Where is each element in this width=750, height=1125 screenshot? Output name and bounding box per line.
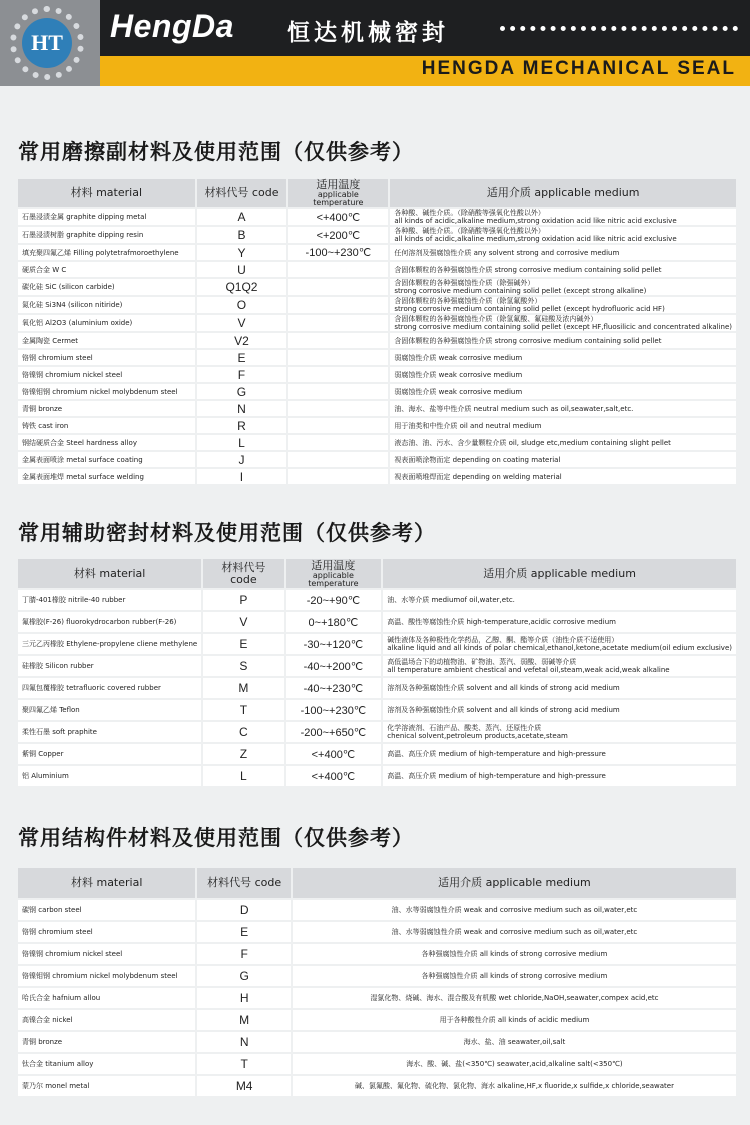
temperature-cell: [288, 384, 388, 399]
code-cell: N: [197, 1032, 291, 1052]
material-cell: 石墨浸渍金属 graphite dipping metal: [18, 209, 195, 225]
medium-cell: [390, 209, 736, 225]
material-cell: 铬钢 chromium steel: [18, 350, 195, 365]
table-row: [18, 966, 736, 986]
col-temperature: 适用温度 applicable temperature: [286, 559, 382, 588]
temperature-cell: [288, 418, 388, 433]
table-row: [18, 1076, 736, 1096]
table-row: [18, 367, 736, 382]
code-cell: P: [203, 590, 283, 610]
material-cell: 填充聚四氟乙烯 Filling polytetrafmoroethylene: [18, 245, 195, 260]
medium-line: alkaline liquid and all kinds of polar chemical,ethanol,ketone,acetate medium(oil edium exclusive): [387, 644, 732, 652]
medium-line: 含固体颗粒的各种强腐蚀性介质（除强碱外）: [394, 279, 535, 287]
medium-line: 碱性液体及各种极性化学药品，乙醇、酮、酯等介质（油性介质不适使用）: [387, 636, 619, 644]
medium-cell: [383, 744, 736, 764]
code-cell: M: [203, 678, 283, 698]
temperature-cell: -40~+200℃: [286, 656, 382, 676]
temperature-cell: [288, 315, 388, 331]
code-cell: B: [197, 227, 287, 243]
table-row: [18, 612, 736, 632]
medium-cell: [293, 988, 736, 1008]
material-cell: 柔性石墨 soft praphite: [18, 722, 201, 742]
temperature-cell: [288, 435, 388, 450]
material-cell: 氟橡胶(F-26) fluorokydrocarbon rubber(F-26): [18, 612, 201, 632]
material-cell: 钛合金 titanium alloy: [18, 1054, 195, 1074]
material-cell: 碳钢 carbon steel: [18, 900, 195, 920]
medium-cell: [390, 452, 736, 467]
material-cell: 高镍合金 nickel: [18, 1010, 195, 1030]
material-cell: 钢结硬质合金 Steel hardness alloy: [18, 435, 195, 450]
medium-cell: [383, 656, 736, 676]
medium-line: 油、水等介质 mediumof oil,water,etc.: [387, 596, 515, 604]
medium-cell: [383, 634, 736, 654]
material-cell: 铬镍钼钢 chromium nickel molybdenum steel: [18, 384, 195, 399]
col-code: 材料代号 code: [197, 868, 291, 898]
section-title-auxiliary-seal-materials: 常用辅助密封材料及使用范围（仅供参考）: [18, 521, 436, 545]
medium-line: 碱、氯氟酸、氟化物、硫化物、氯化物、海水 alkaline,HF,x fluoride,x sulfide,x chloride,seawater: [354, 1082, 674, 1090]
temperature-cell: [288, 262, 388, 277]
code-cell: F: [197, 367, 287, 382]
table-row: [18, 590, 736, 610]
table-row: [18, 245, 736, 260]
dotted-divider: [500, 26, 738, 31]
medium-cell: [293, 1010, 736, 1030]
table-row: [18, 634, 736, 654]
medium-line: 弱腐蚀性介质 weak corrosive medium: [394, 353, 523, 362]
table-row: [18, 988, 736, 1008]
temperature-cell: 0~+180℃: [286, 612, 382, 632]
medium-cell: [390, 333, 736, 348]
material-cell: 铬镍钼钢 chromium nickel molybdenum steel: [18, 966, 195, 986]
brand-name-en: HENGDA MECHANICAL SEAL: [421, 58, 736, 79]
table-row: [18, 900, 736, 920]
col-code: 材料代号 code: [197, 179, 287, 207]
temperature-cell: <+400℃: [286, 744, 382, 764]
medium-line: 含固体颗粒的各种强腐蚀性介质 strong corrosive medium containing solid pellet: [394, 265, 662, 274]
table-row: [18, 350, 736, 365]
material-cell: 硬质合金 W C: [18, 262, 195, 277]
table-row: [18, 700, 736, 720]
table-row: [18, 944, 736, 964]
table-row: [18, 262, 736, 277]
medium-cell: [390, 418, 736, 433]
medium-line: 用于各种酸性介质 all kinds of acidic medium: [439, 1016, 590, 1024]
material-cell: 铬钢 chromium steel: [18, 922, 195, 942]
table-header-row: [18, 179, 736, 207]
temperature-cell: [288, 279, 388, 295]
medium-cell: [390, 469, 736, 484]
material-cell: 青铜 bronze: [18, 1032, 195, 1052]
medium-line: 溶剂及各种强腐蚀性介质 solvent and all kinds of strong acid medium: [387, 684, 620, 692]
code-cell: Z: [203, 744, 283, 764]
medium-line: 海水、酸、碱、盐(<350℃) seawater,acid,alkaline salt(<350℃): [406, 1060, 623, 1068]
medium-line: 各种酸、碱性介质。（除硝酸等强氧化性酸以外）: [394, 209, 545, 217]
table-row: [18, 744, 736, 764]
code-cell: J: [197, 452, 287, 467]
table-row: [18, 279, 736, 295]
code-cell: N: [197, 401, 287, 416]
code-cell: C: [203, 722, 283, 742]
code-cell: T: [197, 1054, 291, 1074]
table-row: [18, 315, 736, 331]
temperature-cell: [288, 452, 388, 467]
temperature-cell: <+200℃: [288, 227, 388, 243]
table-row: [18, 401, 736, 416]
table-row: [18, 452, 736, 467]
brand-name-cn: 恒达机械密封: [287, 20, 449, 46]
material-cell: 紫铜 Copper: [18, 744, 201, 764]
code-cell: E: [203, 634, 283, 654]
structural-materials-table: [16, 866, 738, 1098]
medium-cell: [383, 766, 736, 786]
medium-line: 液态油、油、污水、含少量颗粒介质 oil, sludge etc,medium containing slight pellet: [394, 438, 671, 447]
medium-line: 视表面喷涂物而定 depending on coating material: [394, 455, 561, 464]
table-row: [18, 469, 736, 484]
table-row: [18, 766, 736, 786]
temperature-cell: [288, 367, 388, 382]
medium-line: 溶剂及各种强腐蚀性介质 solvent and all kinds of strong acid medium: [387, 706, 620, 714]
code-cell: Q1Q2: [197, 279, 287, 295]
medium-cell: [390, 262, 736, 277]
temperature-cell: [288, 469, 388, 484]
table-row: [18, 435, 736, 450]
temperature-cell: -100~+230℃: [286, 700, 382, 720]
code-cell: L: [203, 766, 283, 786]
medium-line: 油、海水、盐等中性介质 neutral medium such as oil,seawater,salt,etc.: [394, 404, 634, 413]
temperature-cell: [288, 401, 388, 416]
table-row: [18, 384, 736, 399]
code-cell: U: [197, 262, 287, 277]
section-title-structural-materials: 常用结构件材料及使用范围（仅供参考）: [18, 826, 414, 850]
code-cell: E: [197, 922, 291, 942]
medium-cell: [390, 350, 736, 365]
table-row: [18, 333, 736, 348]
col-temperature: 适用温度 applicable temperature: [288, 179, 388, 207]
medium-line: 各种强腐蚀性介质 all kinds of strong corrosive medium: [421, 950, 608, 958]
medium-cell: [293, 922, 736, 942]
code-cell: Y: [197, 245, 287, 260]
medium-line: 化学溶液剂、石油产品、酸类、蒸汽、还原性介质: [387, 724, 542, 732]
medium-cell: [293, 966, 736, 986]
temperature-cell: [288, 297, 388, 313]
logo-text: HT: [22, 18, 72, 68]
temperature-cell: -20~+90℃: [286, 590, 382, 610]
medium-cell: [383, 590, 736, 610]
medium-line: 任何溶剂及强腐蚀性介质 any solvent strong and corrosive medium: [394, 248, 620, 257]
table-row: [18, 722, 736, 742]
page-header: [0, 0, 750, 86]
medium-cell: [293, 1054, 736, 1074]
code-cell: O: [197, 297, 287, 313]
medium-cell: [293, 944, 736, 964]
code-cell: G: [197, 384, 287, 399]
code-cell: L: [197, 435, 287, 450]
table-row: [18, 1054, 736, 1074]
material-cell: 铝 Aluminium: [18, 766, 201, 786]
medium-cell: [390, 315, 736, 331]
code-cell: M: [197, 1010, 291, 1030]
col-material: 材料 material: [18, 179, 195, 207]
material-cell: 聚四氟乙烯 Teflon: [18, 700, 201, 720]
code-cell: I: [197, 469, 287, 484]
medium-line: 各种酸、碱性介质。（除硝酸等强氧化性酸以外）: [394, 227, 545, 235]
medium-line: 高低温场合下的动植物油、矿物油、蒸汽、弱酸、弱碱等介质: [387, 658, 577, 666]
medium-line: 弱腐蚀性介质 weak corrosive medium: [394, 387, 523, 396]
code-cell: F: [197, 944, 291, 964]
medium-cell: [293, 900, 736, 920]
table-row: [18, 227, 736, 243]
medium-cell: [390, 297, 736, 313]
medium-line: 湿氯化物、烧碱、海水、混合酸及有机酸 wet chloride,NaOH,seawater,compex acid,etc: [370, 994, 659, 1002]
table-row: [18, 922, 736, 942]
medium-cell: [390, 367, 736, 382]
code-cell: H: [197, 988, 291, 1008]
friction-materials-table: [16, 177, 738, 486]
table-header-row: [18, 868, 736, 898]
medium-line: 高温、酸性等腐蚀性介质 high-temperature,acidic corrosive medium: [387, 618, 616, 626]
medium-line: 视表面喷堆焊而定 depending on welding material: [394, 472, 562, 481]
temperature-cell: -100~+230℃: [288, 245, 388, 260]
temperature-cell: -30~+120℃: [286, 634, 382, 654]
col-material: 材料 material: [18, 868, 195, 898]
material-cell: 金属陶瓷 Cermet: [18, 333, 195, 348]
material-cell: 铬镍钢 chromium nickel steel: [18, 944, 195, 964]
code-cell: V2: [197, 333, 287, 348]
material-cell: 金属表面喷涂 metal surface coating: [18, 452, 195, 467]
code-cell: V: [203, 612, 283, 632]
col-medium: 适用介质 applicable medium: [293, 868, 736, 898]
medium-line: 高温、高压介质 medium of high-temperature and high-pressure: [387, 750, 606, 758]
temperature-cell: [288, 333, 388, 348]
table-row: [18, 297, 736, 313]
material-cell: 四氟包覆橡胶 tetrafluoric covered rubber: [18, 678, 201, 698]
medium-cell: [390, 435, 736, 450]
material-cell: 石墨浸渍树脂 graphite dipping resin: [18, 227, 195, 243]
table-row: [18, 1032, 736, 1052]
medium-line: 各种强腐蚀性介质 all kinds of strong corrosive medium: [421, 972, 608, 980]
medium-cell: [390, 227, 736, 243]
medium-cell: [383, 700, 736, 720]
medium-cell: [390, 401, 736, 416]
medium-cell: [383, 678, 736, 698]
material-cell: 蒙乃尔 monel metal: [18, 1076, 195, 1096]
medium-cell: [383, 722, 736, 742]
code-cell: R: [197, 418, 287, 433]
material-cell: 铬镍钢 chromium nickel steel: [18, 367, 195, 382]
material-cell: 铸铁 cast iron: [18, 418, 195, 433]
code-cell: D: [197, 900, 291, 920]
medium-line: strong corrosive medium containing solid pellet (except strong alkaline): [394, 287, 647, 295]
material-cell: 硅橡胶 Silicon rubber: [18, 656, 201, 676]
code-cell: E: [197, 350, 287, 365]
medium-line: chenical solvent,petroleum products,acetate,steam: [387, 732, 568, 740]
medium-line: all kinds of acidic,alkaline medium,strong oxidation acid like nitric acid exclusive: [394, 235, 677, 243]
material-cell: 金属表面堆焊 metal surface welding: [18, 469, 195, 484]
col-material: 材料 material: [18, 559, 201, 588]
col-medium: 适用介质 applicable medium: [390, 179, 736, 207]
section-title-friction-materials: 常用磨擦副材料及使用范围（仅供参考）: [18, 140, 414, 164]
code-cell: S: [203, 656, 283, 676]
temperature-cell: -40~+230℃: [286, 678, 382, 698]
medium-line: all temperature ambient chestical and vefetal oil,steam,weak acid,weak alkaline: [387, 666, 670, 674]
col-code: 材料代号 code: [203, 559, 283, 588]
table-row: [18, 678, 736, 698]
table-header-row: [18, 559, 736, 588]
temperature-cell: [288, 350, 388, 365]
medium-line: strong corrosive medium containing solid pellet (except HF,fluosilicic and concentrated alkaline): [394, 323, 732, 331]
code-cell: T: [203, 700, 283, 720]
material-cell: 丁腈-401橡胶 nitrile-40 rubber: [18, 590, 201, 610]
medium-line: 弱腐蚀性介质 weak corrosive medium: [394, 370, 523, 379]
medium-cell: [293, 1032, 736, 1052]
material-cell: 青铜 bronze: [18, 401, 195, 416]
temperature-cell: -200~+650℃: [286, 722, 382, 742]
table-row: [18, 656, 736, 676]
code-cell: V: [197, 315, 287, 331]
medium-line: 含固体颗粒的各种强腐蚀性介质（除氢氟酸外）: [394, 297, 542, 305]
table-row: [18, 209, 736, 225]
medium-line: 海水、盐、油 seawater,oil,salt: [463, 1038, 566, 1046]
brand-name: HengDa: [110, 8, 234, 44]
medium-line: 含固体颗粒的各种强腐蚀性介质 strong corrosive medium containing solid pellet: [394, 336, 662, 345]
medium-line: 油、水等弱腐蚀性介质 weak and corrosive medium such as oil,water,etc: [391, 906, 638, 914]
medium-cell: [390, 279, 736, 295]
medium-cell: [293, 1076, 736, 1096]
medium-cell: [390, 384, 736, 399]
code-cell: A: [197, 209, 287, 225]
temperature-cell: <+400℃: [286, 766, 382, 786]
medium-line: 用于油类和中性介质 oil and neutral medium: [394, 421, 542, 430]
table-row: [18, 1010, 736, 1030]
medium-line: 含固体颗粒的各种强腐蚀性介质（除氢氟酸、氟硅酸及浓内碱外）: [394, 315, 598, 323]
medium-line: 油、水等弱腐蚀性介质 weak and corrosive medium such as oil,water,etc: [391, 928, 638, 936]
code-cell: G: [197, 966, 291, 986]
material-cell: 碳化硅 SiC (silicon carbide): [18, 279, 195, 295]
material-cell: 氮化硅 Si3N4 (silicon nitiride): [18, 297, 195, 313]
code-cell: M4: [197, 1076, 291, 1096]
medium-line: strong corrosive medium containing solid pellet (except hydrofluoric acid HF): [394, 305, 665, 313]
auxiliary-seal-materials-table: [16, 557, 738, 788]
gear-logo-icon: [10, 6, 84, 80]
material-cell: 三元乙丙橡胶 Ethylene-propylene cliene methylene: [18, 634, 201, 654]
temperature-cell: <+400℃: [288, 209, 388, 225]
table-row: [18, 418, 736, 433]
medium-cell: [383, 612, 736, 632]
medium-line: 高温、高压介质 medium of high-temperature and high-pressure: [387, 772, 606, 780]
material-cell: 氧化铝 Al2O3 (aluminium oxide): [18, 315, 195, 331]
material-cell: 哈氏合金 hafnium allou: [18, 988, 195, 1008]
col-medium: 适用介质 applicable medium: [383, 559, 736, 588]
medium-cell: [390, 245, 736, 260]
medium-line: all kinds of acidic,alkaline medium,strong oxidation acid like nitric acid exclusive: [394, 217, 677, 225]
